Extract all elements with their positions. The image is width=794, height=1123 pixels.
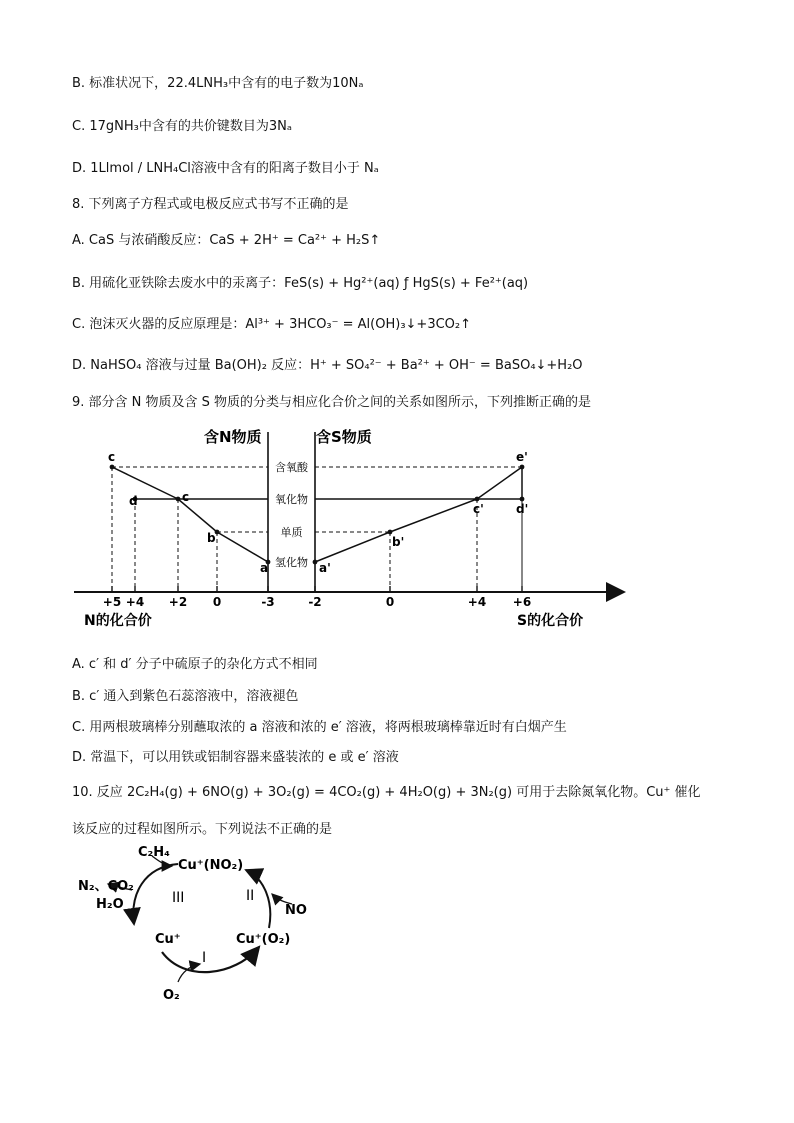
q10-stem-cont: 该反应的过程如图所示。下列说法不正确的是 [72, 822, 333, 837]
q8-stem: 8. 下列离子方程式或电极反应式书写不正确的是 [72, 197, 349, 212]
s-link [477, 467, 522, 499]
label-products: N₂、CO₂ [78, 879, 134, 894]
x-label-left: N的化合价 [84, 613, 152, 629]
s-point-bp [388, 530, 393, 535]
q10-stem: 10. 反应 2C₂H₄(g) + 6NO(g) + 3O₂(g) = 4CO₂(g) + 4H₂O(g) + 3N₂(g) 可用于去除氮氧化物。Cu⁺ 催化 [72, 785, 701, 800]
n-point-label: a [260, 561, 269, 575]
label-h2o: H₂O [96, 897, 124, 912]
valence-chart [72, 420, 632, 635]
s-tick-label: +6 [512, 595, 532, 609]
q7-option-c: C. 17gNH₃中含有的共价键数目为3Nₐ [72, 119, 292, 134]
s-tick-label: 0 [385, 595, 395, 609]
q9-option-c: C. 用两根玻璃棒分别蘸取浓的 a 溶液和浓的 e′ 溶液，将两根玻璃棒靠近时有白烟产生 [72, 720, 567, 735]
catalytic-cycle-diagram [74, 842, 354, 1012]
s-point-cp [475, 497, 480, 502]
q7-option-b: B. 标准状况下，22.4LNH₃中含有的电子数为10Nₐ [72, 76, 364, 91]
label-cu-o2: Cu⁺(O₂) [236, 932, 291, 947]
category-label: 单质 [280, 526, 303, 539]
label-cu: Cu⁺ [155, 932, 181, 947]
s-point-label: a' [319, 561, 331, 575]
label-step-3: III [172, 890, 185, 906]
n-point-label: b [207, 531, 216, 545]
s-point-label: c' [473, 502, 484, 516]
label-o2: O₂ [163, 988, 180, 1003]
n-tick-label: -3 [261, 595, 275, 609]
chart-title-left: 含N物质 [204, 428, 262, 446]
s-point-ap [313, 560, 318, 565]
q9-option-a: A. c′ 和 d′ 分子中硫原子的杂化方式不相同 [72, 657, 318, 672]
s-tick-label: +4 [467, 595, 487, 609]
chart-title-right: 含S物质 [316, 428, 372, 446]
s-point-ep [520, 465, 525, 470]
s-point-dp [520, 497, 525, 502]
n-tick-label: +2 [168, 595, 188, 609]
s-link [315, 532, 390, 562]
q8-option-d: D. NaHSO₄ 溶液与过量 Ba(OH)₂ 反应：H⁺ + SO₄²⁻ + Ba²⁺ + OH⁻ = BaSO₄↓+H₂O [72, 358, 583, 373]
label-cu-no2: Cu⁺(NO₂) [178, 858, 244, 873]
n-point-c [110, 465, 115, 470]
q9-option-d: D. 常温下，可以用铁或铝制容器来盛装浓的 e 或 e′ 溶液 [72, 750, 399, 765]
n-tick-label: +5 [102, 595, 122, 609]
label-step-1: I [202, 950, 207, 966]
s-point-label: b' [392, 535, 405, 549]
n-link [112, 467, 178, 499]
q9-option-b: B. c′ 通入到紫色石蕊溶液中，溶液褪色 [72, 689, 299, 704]
n-link [217, 532, 268, 562]
n-tick-label: +4 [125, 595, 145, 609]
s-point-label: e' [516, 450, 528, 464]
cycle-arc-step1 [162, 947, 259, 972]
n-point-label: c [108, 450, 116, 464]
s-link [390, 499, 477, 532]
q8-option-c: C. 泡沫灭火器的反应原理是：Al³⁺ + 3HCO₃⁻ = Al(OH)₃↓+3CO₂↑ [72, 317, 472, 332]
q9-stem: 9. 部分含 N 物质及含 S 物质的分类与相应化合价之间的关系如图所示，下列推断正确的是 [72, 395, 592, 410]
q7-option-d: D. 1Llmol / LNH₄Cl溶液中含有的阳离子数目小于 Nₐ [72, 161, 379, 176]
category-label: 氢化物 [275, 556, 308, 569]
n-point-c [176, 497, 181, 502]
x-label-right: S的化合价 [517, 613, 584, 629]
label-c2h4: C₂H₄ [138, 845, 170, 860]
category-label: 含氧酸 [275, 461, 308, 474]
n-point-label: d [129, 494, 138, 508]
q8-option-a: A. CaS 与浓硝酸反应：CaS + 2H⁺ = Ca²⁺ + H₂S↑ [72, 233, 381, 248]
s-point-label: d' [516, 502, 529, 516]
category-label: 氧化物 [275, 493, 308, 506]
label-step-2: II [246, 888, 255, 904]
label-no: NO [285, 903, 307, 918]
s-tick-label: -2 [308, 595, 322, 609]
n-tick-label: 0 [212, 595, 222, 609]
n-point-label: c [182, 490, 190, 504]
q8-option-b: B. 用硫化亚铁除去废水中的汞离子：FeS(s) + Hg²⁺(aq) ƒ HgS(s) + Fe²⁺(aq) [72, 276, 529, 291]
